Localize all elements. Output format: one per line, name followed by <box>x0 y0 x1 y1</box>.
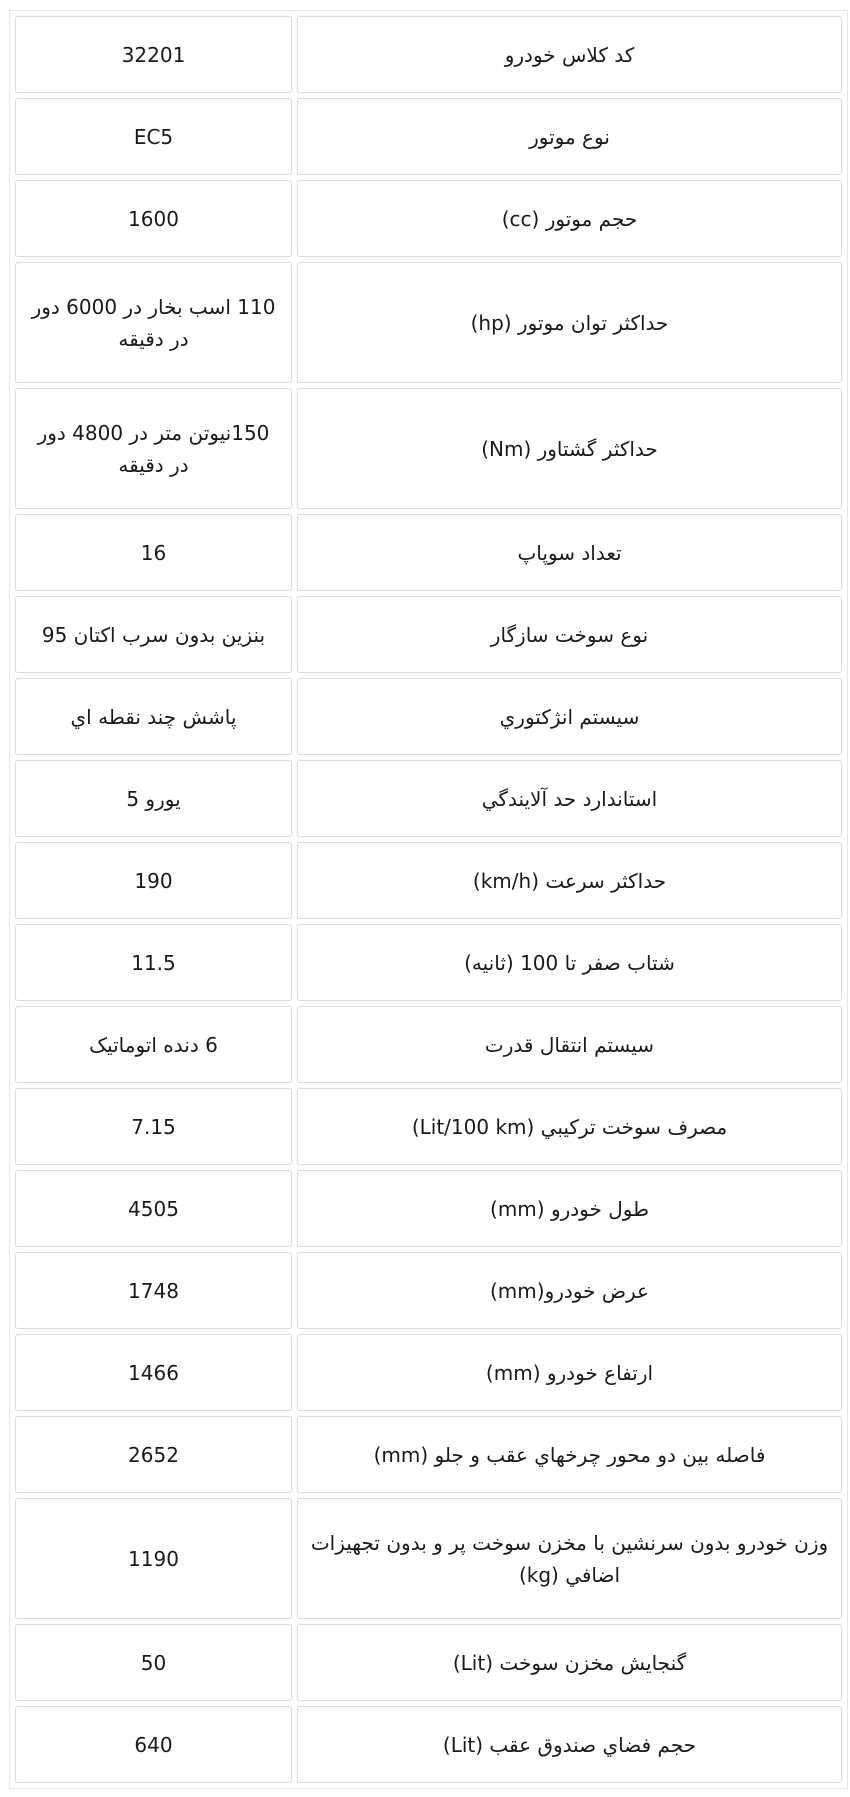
spec-value: یورو 5 <box>15 760 292 837</box>
spec-label: نوع سوخت سازگار <box>297 596 842 673</box>
spec-label: حداکثر سرعت (km/h) <box>297 842 842 919</box>
spec-label: مصرف سوخت ترکيبي (Lit/100 km) <box>297 1088 842 1165</box>
spec-table-body <box>15 16 842 1783</box>
spec-row-max-speed <box>15 842 842 919</box>
spec-label: حداکثر گشتاور (Nm) <box>297 388 842 509</box>
spec-row-fuel-type <box>15 596 842 673</box>
spec-value: 110 اسب بخار در 6000 دور در دقیقه <box>15 262 292 383</box>
spec-row-max-torque <box>15 388 842 509</box>
spec-row-valves <box>15 514 842 591</box>
spec-label: تعداد سوپاپ <box>297 514 842 591</box>
spec-row-transmission <box>15 1006 842 1083</box>
spec-value: 1466 <box>15 1334 292 1411</box>
spec-value: 1748 <box>15 1252 292 1329</box>
spec-label: طول خودرو (mm) <box>297 1170 842 1247</box>
spec-row-engine-type <box>15 98 842 175</box>
car-spec-table <box>9 10 848 1789</box>
spec-label: ارتفاع خودرو (mm) <box>297 1334 842 1411</box>
spec-value: 4505 <box>15 1170 292 1247</box>
spec-row-width <box>15 1252 842 1329</box>
spec-value: 190 <box>15 842 292 919</box>
spec-row-curb-weight <box>15 1498 842 1619</box>
spec-row-max-power <box>15 262 842 383</box>
spec-value: 6 دنده اتوماتیک <box>15 1006 292 1083</box>
spec-value: 11.5 <box>15 924 292 1001</box>
spec-value: 1600 <box>15 180 292 257</box>
spec-row-fuel-consumption <box>15 1088 842 1165</box>
spec-value: پاشش چند نقطه اي <box>15 678 292 755</box>
spec-value: 2652 <box>15 1416 292 1493</box>
spec-value: 1190 <box>15 1498 292 1619</box>
spec-label: وزن خودرو بدون سرنشين با مخزن سوخت پر و بدون تجهيزات اضافي (kg) <box>297 1498 842 1619</box>
spec-label: حجم فضاي صندوق عقب (Lit) <box>297 1706 842 1783</box>
spec-label: استاندارد حد آلايندگي <box>297 760 842 837</box>
spec-row-trunk-volume <box>15 1706 842 1783</box>
spec-label: نوع موتور <box>297 98 842 175</box>
spec-value: بنزین بدون سرب اکتان 95 <box>15 596 292 673</box>
spec-label: عرض خودرو(mm) <box>297 1252 842 1329</box>
spec-label: حجم موتور (cc) <box>297 180 842 257</box>
spec-value: EC5 <box>15 98 292 175</box>
spec-value: 640 <box>15 1706 292 1783</box>
spec-label: گنجايش مخزن سوخت (Lit) <box>297 1624 842 1701</box>
spec-value: 32201 <box>15 16 292 93</box>
spec-label: سيستم انژکتوري <box>297 678 842 755</box>
spec-row-wheelbase <box>15 1416 842 1493</box>
spec-label: فاصله بين دو محور چرخهاي عقب و جلو (mm) <box>297 1416 842 1493</box>
spec-row-acceleration <box>15 924 842 1001</box>
spec-row-length <box>15 1170 842 1247</box>
spec-label: کد کلاس خودرو <box>297 16 842 93</box>
spec-label: شتاب صفر تا 100 (ثانیه) <box>297 924 842 1001</box>
spec-label: سیستم انتقال قدرت <box>297 1006 842 1083</box>
spec-value: 150نیوتن متر در 4800 دور در دقیقه <box>15 388 292 509</box>
spec-row-emission <box>15 760 842 837</box>
spec-row-class-code <box>15 16 842 93</box>
spec-row-fuel-tank <box>15 1624 842 1701</box>
spec-row-height <box>15 1334 842 1411</box>
spec-row-engine-volume <box>15 180 842 257</box>
spec-value: 7.15 <box>15 1088 292 1165</box>
spec-row-injection <box>15 678 842 755</box>
spec-value: 16 <box>15 514 292 591</box>
spec-label: حداکثر توان موتور (hp) <box>297 262 842 383</box>
spec-value: 50 <box>15 1624 292 1701</box>
